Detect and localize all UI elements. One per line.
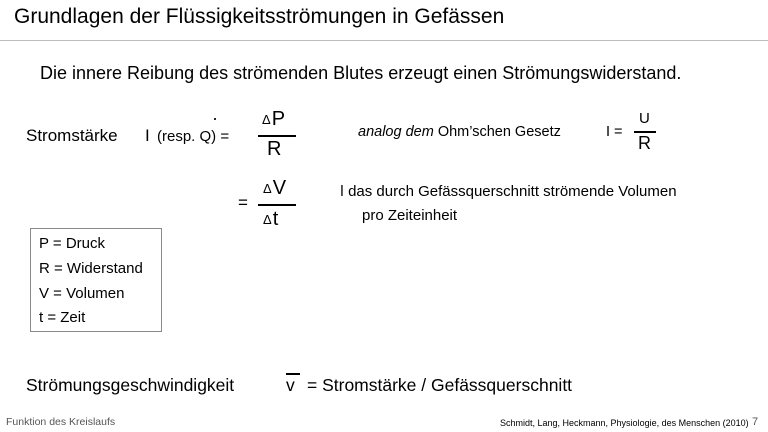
ohm-law-text: Ohm’schen Gesetz [437, 124, 561, 140]
velocity-symbol: v [286, 375, 295, 395]
legend-item-resistance: R = Widerstand [39, 260, 143, 277]
legend-item-volume: V = Volumen [39, 285, 125, 302]
volume-note-line1: ǀ das durch Gefässquerschnitt strömende Volumen [340, 183, 677, 200]
pressure-symbol: P [271, 108, 286, 130]
ohm-denominator-r: R [638, 133, 651, 153]
q-dot: · [212, 108, 218, 128]
stromstaerke-label: Stromstärke [26, 126, 118, 145]
current-symbol: I [145, 126, 150, 145]
delta-symbol: Δ [263, 212, 272, 227]
volume-note-line2: pro Zeiteinheit [362, 207, 458, 224]
title-divider [0, 40, 768, 41]
resp-q-text: (resp. Q) = [157, 128, 230, 145]
fraction-bar [258, 204, 296, 206]
delta-symbol: Δ [263, 181, 272, 196]
legend-item-time: t = Zeit [39, 309, 86, 326]
analog-italic: analog dem [358, 124, 434, 140]
intro-sentence: Die innere Reibung des strömenden Blutes erzeugt einen Strömungswiderstand. [40, 63, 682, 83]
fraction-denominator-r: R [267, 138, 282, 160]
delta-symbol: Δ [262, 112, 271, 127]
equals-sign: = [238, 193, 248, 212]
time-symbol: t [272, 208, 279, 230]
footer-citation: Schmidt, Lang, Heckmann, Physiologie, des Menschen (2010) [500, 418, 749, 428]
ohm-numerator-u: U [639, 110, 650, 127]
fraction-denominator-delta-t [263, 208, 278, 231]
fraction-bar [258, 135, 296, 137]
ohm-lhs: I = [606, 124, 623, 140]
legend-item-pressure: P = Druck [39, 235, 105, 252]
legend-box [30, 228, 162, 332]
volume-symbol: V [272, 177, 287, 199]
page-number: 7 [752, 416, 759, 428]
fraction-numerator-delta-v [263, 177, 286, 200]
slide-title: Grundlagen der Flüssigkeitsströmungen in Gefässen [14, 5, 505, 28]
ohm-analogy-text [358, 124, 561, 140]
footer-section-title: Funktion des Kreislaufs [6, 416, 116, 428]
fraction-numerator-delta-p [262, 108, 285, 131]
velocity-label: Strömungsgeschwindigkeit [26, 375, 235, 395]
velocity-equation: = Stromstärke / Gefässquerschnitt [307, 375, 573, 395]
